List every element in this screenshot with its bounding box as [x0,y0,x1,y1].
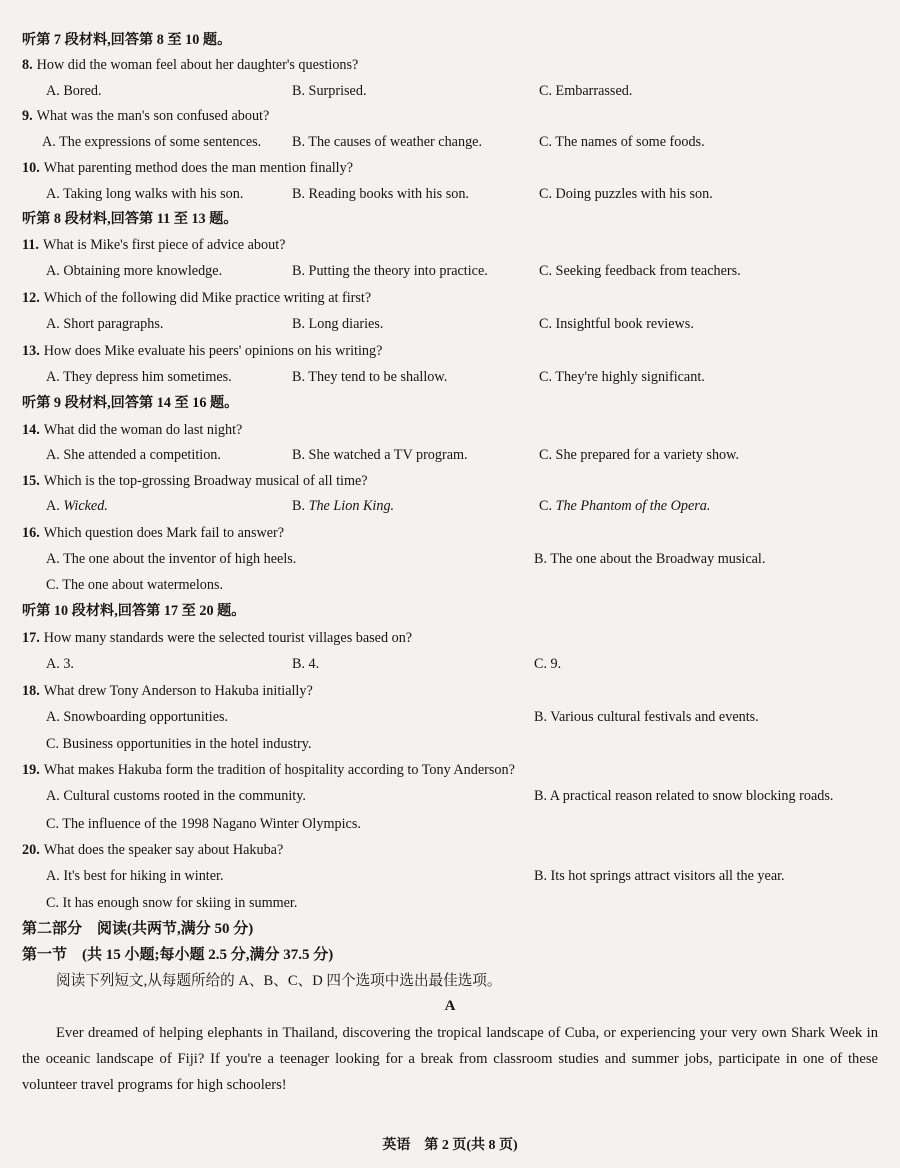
option-a: A. Wicked. [46,498,108,514]
option-b: B. She watched a TV program. [292,447,468,463]
question-10: 10. What parenting method does the man mention finally? [22,160,354,176]
section-one-title: 第一节 (共 15 小题;每小题 2.5 分,满分 37.5 分) [22,947,334,963]
option-c: C. The names of some foods. [539,134,705,150]
option-c: C. The influence of the 1998 Nagano Winter Olympics. [46,816,361,832]
option-c: C. The Phantom of the Opera. [539,498,711,514]
question-16: 16. Which question does Mark fail to answer? [22,525,285,541]
option-b: B. Reading books with his son. [292,186,469,202]
option-c: C. Seeking feedback from teachers. [539,263,741,279]
option-b: B. 4. [292,656,320,672]
page-footer: 英语 第 2 页(共 8 页) [382,1138,518,1153]
question-11: 11. What is Mike's first piece of advice about? [22,237,286,253]
question-17: 17. How many standards were the selected tourist villages based on? [22,630,413,646]
question-18: 18. What drew Tony Anderson to Hakuba initially? [22,683,313,699]
option-c: C. Embarrassed. [539,83,633,99]
question-20: 20. What does the speaker say about Hakuba? [22,842,284,858]
option-c: C. Insightful book reviews. [539,316,694,332]
question-13: 13. How does Mike evaluate his peers' opinions on his writing? [22,343,383,359]
passage-a-paragraph: Ever dreamed of helping elephants in Thailand, discovering the tropical landscape of Cuba, or experiencing your very own Shark Week in the oceanic landscape of Fiji? If you're a teenager looking for a break from classroom studies and summer jobs, participate in one of these volunteer travel programs for high schoolers! [22,1025,878,1093]
option-c: C. They're highly significant. [539,369,705,385]
option-b: B. Putting the theory into practice. [292,263,488,279]
option-a: A. 3. [46,656,74,672]
reading-instruction: 阅读下列短文,从每题所给的 A、B、C、D 四个选项中选出最佳选项。 [56,973,502,989]
section-heading-10: 听第 10 段材料,回答第 17 至 20 题。 [22,603,246,619]
option-b: B. Its hot springs attract visitors all the year. [534,868,785,884]
option-c: C. 9. [534,656,562,672]
option-c: C. The one about watermelons. [46,577,224,593]
passage-label: A [444,998,456,1014]
option-a: A. Bored. [46,83,102,99]
question-12: 12. Which of the following did Mike practice writing at first? [22,290,372,306]
option-c: C. She prepared for a variety show. [539,447,740,463]
option-b: B. A practical reason related to snow blocking roads. [534,788,834,804]
section-heading-7: 听第 7 段材料,回答第 8 至 10 题。 [22,32,232,48]
option-a: A. The one about the inventor of high heels. [46,551,297,567]
option-a: A. The expressions of some sentences. [42,134,262,150]
option-b: B. The causes of weather change. [292,134,483,150]
question-15: 15. Which is the top-grossing Broadway musical of all time? [22,473,368,489]
option-b: B. Surprised. [292,83,367,99]
part-two-title: 第二部分 阅读(共两节,满分 50 分) [22,921,254,937]
option-b: B. Various cultural festivals and events. [534,709,759,725]
option-b: B. Long diaries. [292,316,384,332]
question-14: 14. What did the woman do last night? [22,422,243,438]
option-a: A. They depress him sometimes. [46,369,232,385]
option-b: B. They tend to be shallow. [292,369,448,385]
question-8: 8. How did the woman feel about her daughter's questions? [22,57,359,73]
option-a: A. Snowboarding opportunities. [46,709,229,725]
option-c: C. It has enough snow for skiing in summer. [46,895,298,911]
option-b: B. The one about the Broadway musical. [534,551,766,567]
question-9: 9. What was the man's son confused about? [22,108,270,124]
question-19: 19. What makes Hakuba form the tradition of hospitality according to Tony Anderson? [22,762,515,778]
option-a: A. It's best for hiking in winter. [46,868,224,884]
section-heading-9: 听第 9 段材料,回答第 14 至 16 题。 [22,395,239,411]
option-a: A. Taking long walks with his son. [46,186,244,202]
option-a: A. She attended a competition. [46,447,221,463]
option-b: B. The Lion King. [292,498,395,514]
option-c: C. Doing puzzles with his son. [539,186,713,202]
option-c: C. Business opportunities in the hotel industry. [46,736,312,752]
section-heading-8: 听第 8 段材料,回答第 11 至 13 题。 [22,211,238,227]
option-a: A. Short paragraphs. [46,316,164,332]
option-a: A. Obtaining more knowledge. [46,263,223,279]
option-a: A. Cultural customs rooted in the community. [46,788,306,804]
